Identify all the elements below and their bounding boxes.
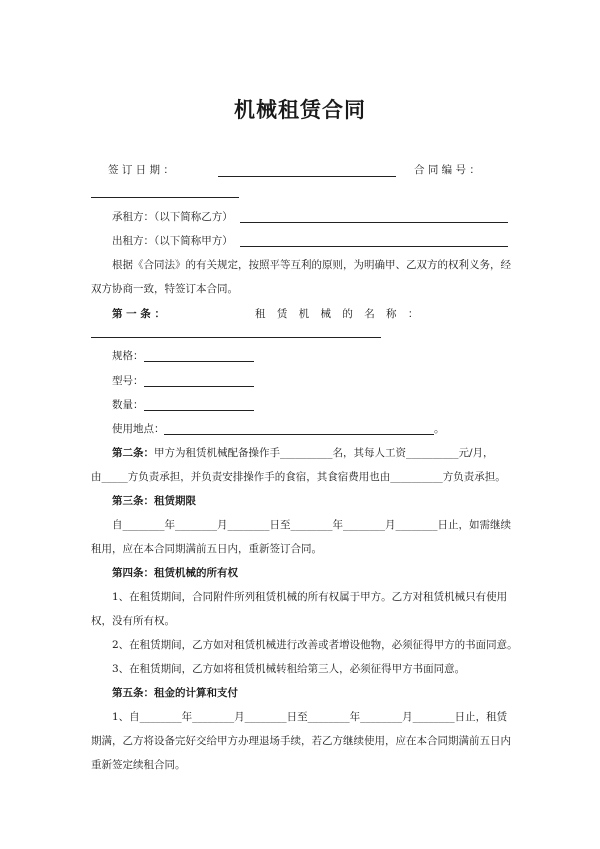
page-title: 机械租赁合同 <box>234 97 366 122</box>
article-2-line-2: 由_____方负责承担，并负责安排操作手的食宿，其食宿费用也由__________方负责承担。 <box>91 471 506 483</box>
article-5-line-2: 期满，乙方将设备完好交给甲方办理退场手续，若乙方继续使用，应在本合同期满前五日内 <box>91 735 511 747</box>
article-3-line-2: 租用，应在本合同期满前五日内，重新签订合同。 <box>91 543 322 555</box>
machine-name-blank <box>91 337 381 338</box>
lessor-label: 出租方：（以下简称甲方） <box>112 235 233 247</box>
article-5-line-3: 重新签定续租合同。 <box>91 759 186 771</box>
article-4-p2: 2、在租赁期间，乙方如对租赁机械进行改善或者增设他物，必须征得甲方的书面同意。 <box>112 639 518 651</box>
lessee-label: 承租方：（以下简称乙方） <box>112 211 233 223</box>
model-blank <box>144 386 254 387</box>
intro-line-2: 双方协商一致，特签订本合同。 <box>91 283 238 295</box>
quantity-blank <box>144 410 254 411</box>
spec-label: 规格： <box>112 350 144 362</box>
location-blank <box>164 434 434 435</box>
article-4-p3: 3、在租赁期间，乙方如将租赁机械转租给第三人，必须征得甲方书面同意。 <box>112 663 466 675</box>
article-4-heading: 第四条：租赁机械的所有权 <box>112 567 238 579</box>
contract-no-blank <box>91 197 239 198</box>
contract-no-label: 合 同 编 号 ： <box>414 164 480 176</box>
article-3-heading: 第三条：租赁期限 <box>112 495 196 507</box>
sign-date-label: 签 订 日 期 ： <box>108 164 174 176</box>
spec-blank <box>144 361 254 362</box>
location-label: 使用地点： <box>112 423 165 435</box>
intro-line-1: 根据《合同法》的有关规定，按照平等互利的原则，为明确甲、乙双方的权利义务，经 <box>112 259 511 271</box>
article-4-p1-line-2: 权，没有所有权。 <box>91 615 175 627</box>
location-period: 。 <box>434 423 445 435</box>
lessor-blank <box>240 246 508 247</box>
article-1-text: 租 赁 机 械 的 名 称 ： <box>255 308 423 320</box>
article-2-line-1: 第二条：甲方为租赁机械配备操作手__________名，其每人工资__________元/月， <box>112 447 494 459</box>
article-3-line-1: 自________年________月________日至________年________月________日止，如需继续 <box>112 519 511 531</box>
model-label: 型号： <box>112 375 144 387</box>
article-5-line-1: 1、自________年________月________日至________年________月________日止，租赁 <box>112 711 508 723</box>
sign-date-blank <box>218 176 396 177</box>
article-5-heading: 第五条：租金的计算和支付 <box>112 687 238 699</box>
lessee-blank <box>240 222 508 223</box>
article-2-heading: 第二条： <box>112 447 154 459</box>
quantity-label: 数量： <box>112 399 144 411</box>
article-4-p1-line-1: 1、在租赁期间，合同附件所列租赁机械的所有权属于甲方。乙方对租赁机械只有使用 <box>112 591 508 603</box>
article-1-heading: 第 一 条 ： <box>112 308 165 320</box>
